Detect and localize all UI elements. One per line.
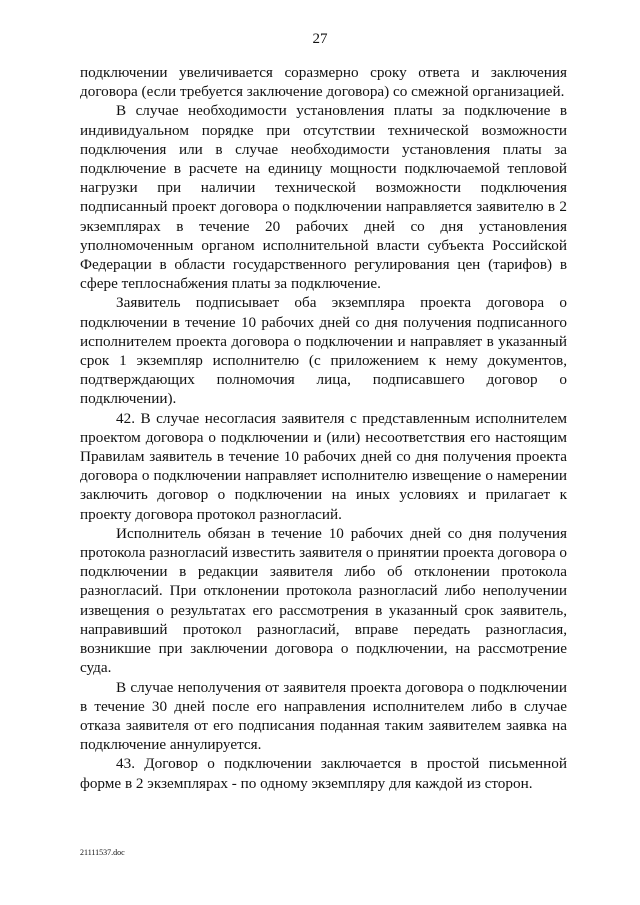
paragraph-applicant-signs: Заявитель подписывает оба экземпляра проекта договора о подключении в течение 10 рабочих дней со дня получения подписанного исполнителем проекта договора о подключении и направляет в указанный срок 1 экземпляр исполнителю (с приложением к нему документов, подтверждающих полномочия лица, подписавшего договор о подключении).	[80, 294, 567, 408]
document-body	[80, 63, 567, 793]
paragraph-individual-fee: В случае необходимости установления платы за подключение в индивидуальном порядке при отсутствии технической возможности подключения или в случае необходимости установления платы за подключение в расчете на единицу мощности подключаемой тепловой нагрузки при наличии технической возможности подключения подписанный проект договора о подключении направляется заявителю в 2 экземплярах в течение 20 рабочих дней со дня установления уполномоченным органом исполнительной власти субъекта Российской Федерации в области государственного регулирования цен (тарифов) в сфере теплоснабжения платы за подключение.	[80, 102, 567, 293]
paragraph-application-annulled: В случае неполучения от заявителя проекта договора о подключении в течение 30 дней после его направления исполнителем либо в случае отказа заявителя от его подписания поданная таким заявителем заявка на подключение аннулируется.	[80, 678, 567, 754]
page-number: 27	[312, 31, 328, 47]
paragraph-executor-obligation: Исполнитель обязан в течение 10 рабочих дней со дня получения протокола разногласий известить заявителя о принятии проекта договора о подключении в редакции заявителя либо об отклонении протокола разногласий. При отклонении протокола разногласий либо неполучении извещения о результатах его рассмотрения в указанный срок заявитель, направивший протокол разногласий, вправе передать разногласия, возникшие при заключении договора о подключении, на рассмотрение суда.	[80, 524, 567, 677]
footer-file-code: 21111537.doc	[80, 848, 125, 857]
paragraph-clause-43: 43. Договор о подключении заключается в простой письменной форме в 2 экземплярах - по одному экземпляру для каждой из сторон.	[80, 755, 567, 792]
paragraph-continuation: подключении увеличивается соразмерно сроку ответа и заключения договора (если требуется заключение договора) со смежной организацией.	[80, 64, 567, 101]
paragraph-clause-42: 42. В случае несогласия заявителя с представленным исполнителем проектом договора о подключении и (или) несоответствия его настоящим Правилам заявитель в течение 10 рабочих дней со дня получения проекта договора о подключении направляет исполнителю извещение о намерении заключить договор о подключении на иных условиях и прилагает к проекту договора протокол разногласий.	[80, 409, 567, 523]
